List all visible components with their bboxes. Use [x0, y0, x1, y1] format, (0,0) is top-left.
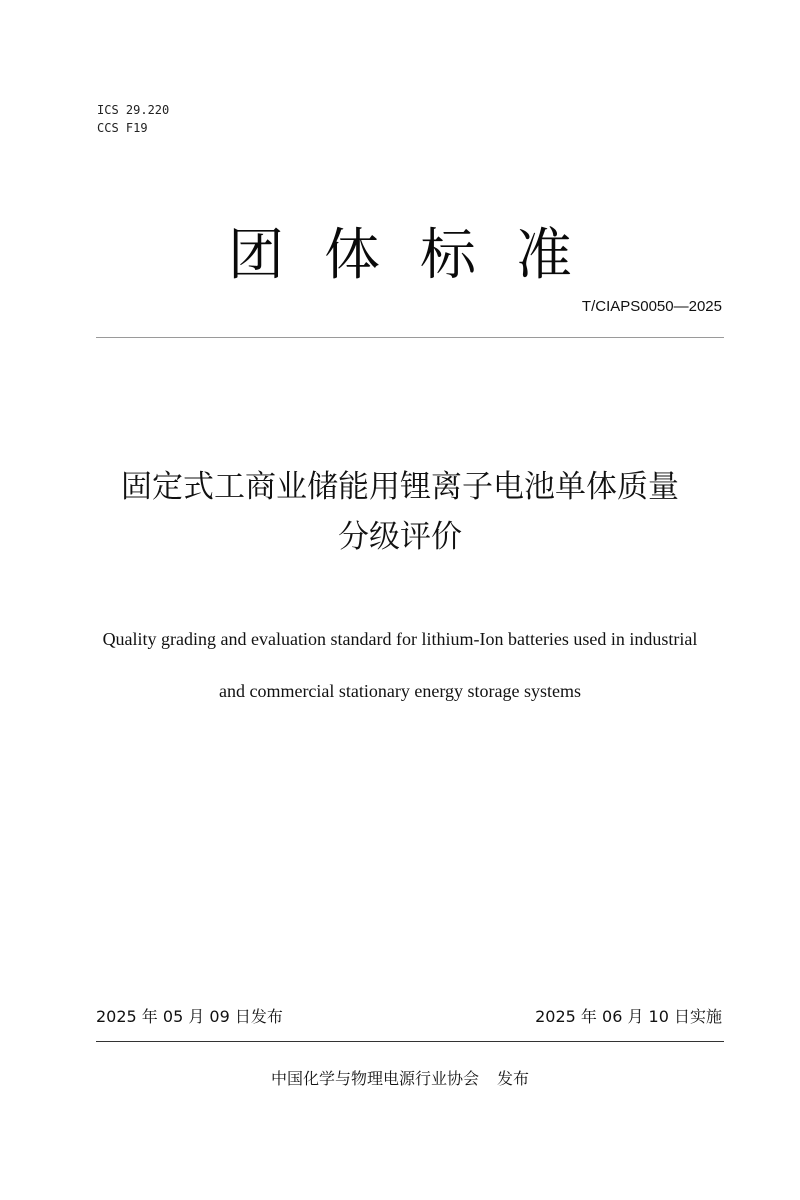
header-divider [96, 337, 724, 338]
effective-date: 2025 年 06 月 10 日实施 [535, 1007, 722, 1026]
title-chinese-line-1: 固定式工商业储能用锂离子电池单体质量 [121, 469, 679, 505]
ics-code: ICS 29.220 [97, 103, 170, 117]
standard-number: T/CIAPS0050—2025 [581, 298, 722, 315]
publisher-line [0, 1068, 800, 1090]
title-english-line-2: and commercial stationary energy storage systems [218, 681, 582, 701]
title-english [0, 613, 800, 717]
classification-codes [97, 101, 169, 137]
title-english-line-1: Quality grading and evaluation standard for lithium-Ion batteries used in industrial [102, 629, 698, 649]
standard-type-heading: 团体标准 [228, 223, 612, 288]
issue-date: 2025 年 05 月 09 日发布 [96, 1007, 283, 1026]
publisher-action: 发布 [497, 1069, 530, 1088]
title-chinese [0, 462, 800, 562]
title-chinese-line-2: 分级评价 [338, 519, 462, 555]
footer-divider [96, 1041, 724, 1042]
publisher-name: 中国化学与物理电源行业协会 [270, 1069, 479, 1088]
ccs-code: CCS F19 [97, 121, 148, 135]
